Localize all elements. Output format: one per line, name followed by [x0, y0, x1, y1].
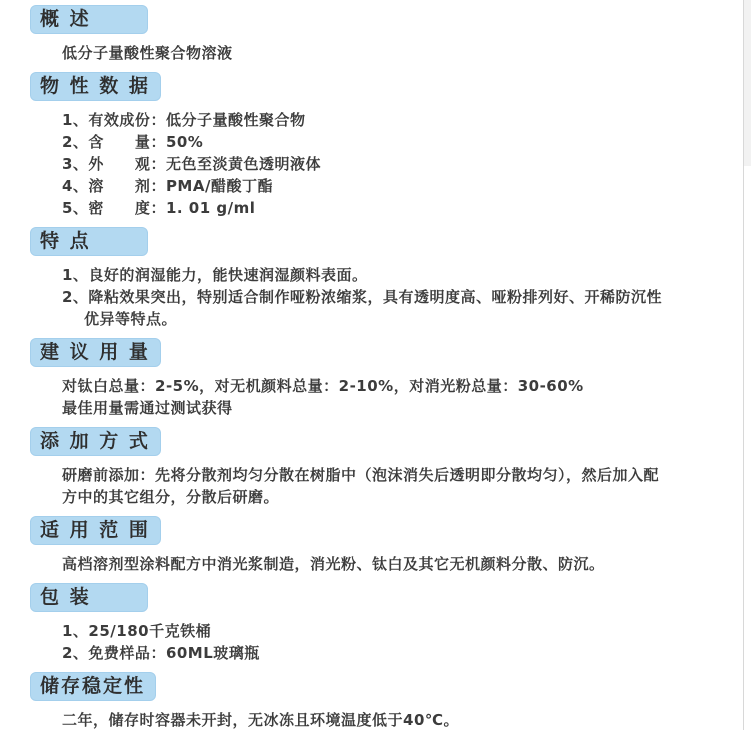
scrollbar-thumb[interactable]	[744, 0, 751, 166]
text-line: 二年，储存时容器未开封，无冰冻且环境温度低于40℃。	[62, 711, 460, 729]
section-4	[0, 427, 743, 508]
section-body	[62, 553, 662, 575]
section-body	[62, 42, 662, 64]
text-line: 2、免费样品：60ML玻璃瓶	[62, 644, 260, 662]
text-line: 最佳用量需通过测试获得	[62, 399, 233, 417]
text-line: 1、25/180千克铁桶	[62, 622, 212, 640]
section-body	[62, 709, 662, 730]
text-line: 5、密 度：1. 01 g/ml	[62, 199, 256, 217]
text-line: 2、含 量：50%	[62, 133, 204, 151]
text-line: 研磨前添加：先将分散剂均匀分散在树脂中（泡沫消失后透明即分散均匀），然后加入配方中的其它组分，分散后研磨。	[62, 466, 660, 506]
section-5	[0, 516, 743, 575]
section-title: 储存稳定性	[30, 672, 156, 701]
section-title: 物 性 数 据	[30, 72, 161, 101]
text-line: 低分子量酸性聚合物溶液	[62, 44, 233, 62]
section-body	[62, 109, 662, 219]
text-line: 1、有效成份：低分子量酸性聚合物	[62, 111, 306, 129]
text-line: 高档溶剂型涂料配方中消光浆制造，消光粉、钛白及其它无机颜料分散、防沉。	[62, 555, 605, 573]
section-title: 适 用 范 围	[30, 516, 161, 545]
section-body	[62, 620, 662, 664]
section-body	[62, 375, 662, 419]
text-line: 4、溶 剂：PMA/醋酸丁酯	[62, 177, 273, 195]
text-line: 2、降粘效果突出，特别适合制作哑粉浓缩浆，具有透明度高、哑粉排列好、开稀防沉性优异等特点。	[62, 288, 662, 328]
scrollbar-track[interactable]	[743, 0, 751, 730]
section-title: 特 点	[30, 227, 148, 256]
section-title: 概 述	[30, 5, 148, 34]
document-body	[0, 5, 743, 730]
section-1	[0, 72, 743, 219]
section-6	[0, 583, 743, 664]
section-0	[0, 5, 743, 64]
section-2	[0, 227, 743, 330]
text-line: 3、外 观：无色至淡黄色透明液体	[62, 155, 321, 173]
section-title: 建 议 用 量	[30, 338, 161, 367]
section-7	[0, 672, 743, 730]
text-line: 对钛白总量：2-5%，对无机颜料总量：2-10%，对消光粉总量：30-60%	[62, 377, 584, 395]
section-3	[0, 338, 743, 419]
section-title: 包 装	[30, 583, 148, 612]
section-body	[62, 464, 662, 508]
section-title: 添 加 方 式	[30, 427, 161, 456]
section-body	[62, 264, 662, 330]
text-line: 1、良好的润湿能力，能快速润湿颜料表面。	[62, 266, 368, 284]
